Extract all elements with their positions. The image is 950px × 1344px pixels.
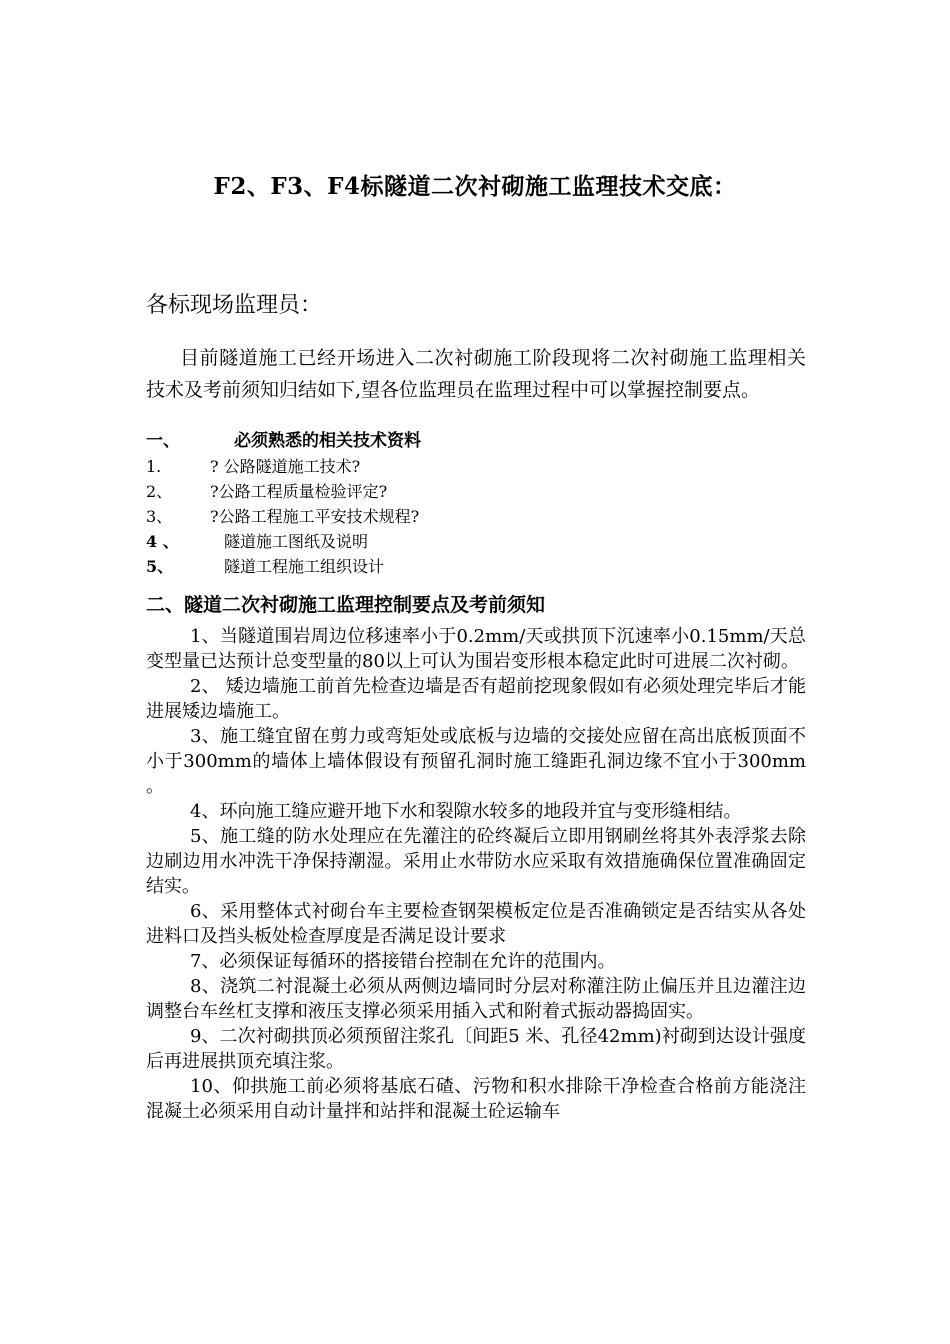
list-item xyxy=(146,529,806,554)
document-title: F2、F3、F4标隧道二次衬砌施工监理技术交底： xyxy=(213,173,737,200)
list-item-number: 4 、 xyxy=(146,532,179,551)
section-1-title: 必须熟悉的相关技术资料 xyxy=(234,431,421,451)
paragraph: 5、施工缝的防水处理应在先灌注的砼终凝后立即用钢刷丝将其外表浮浆去除边刷边用水冲洗干净保持潮湿。采用止水带防水应采取有效措施确保位置准确固定结实。 xyxy=(146,826,806,897)
list-item-number: 5、 xyxy=(146,557,174,576)
intro-text: 目前隧道施工已经开场进入二次衬砌施工阶段现将二次衬砌施工监理相关技术及考前须知归结如下,望各位监理员在监理过程中可以掌握控制要点。 xyxy=(146,347,806,401)
section-1-number: 一、 xyxy=(146,431,180,451)
paragraph: 1、当隧道围岩周边位移速率小于0.2mm/天或拱顶下沉速率小0.15mm/天总变型量已达预计总变型量的80以上可认为围岩变形根本稳定此时可进展二次衬砌。 xyxy=(146,626,806,672)
paragraph: 10、仰拱施工前必须将基底石碴、污物和积水排除干净检查合格前方能浇注混凝土必须采用自动计量拌和站拌和混凝土砼运输车 xyxy=(146,1076,806,1122)
list-item-text: 隧道施工图纸及说明 xyxy=(224,532,369,551)
list-item-text: 隧道工程施工组织设计 xyxy=(224,557,385,576)
list-item-text: ? 公路隧道施工技术? xyxy=(210,457,361,476)
section-2-heading: 二、隧道二次衬砌施工监理控制要点及考前须知 xyxy=(146,594,546,616)
paragraph: 9、二次衬砌拱顶必须预留注浆孔〔间距5 米、孔径42mm)衬砌到达设计强度后再进展拱顶充填注浆。 xyxy=(146,1026,806,1072)
section-1 xyxy=(146,428,806,579)
list-item xyxy=(146,504,806,529)
list-item xyxy=(146,454,806,479)
paragraph: 3、施工缝宜留在剪力或弯矩处或底板与边墙的交接处应留在高出底板顶面不小于300mm的墙体上墙体假设有预留孔洞时施工缝距孔洞边缘不宜小于300mm 。 xyxy=(146,726,806,797)
list-item-number: 2、 xyxy=(146,482,173,501)
list-item xyxy=(146,479,806,504)
section-1-heading xyxy=(146,428,806,454)
list-item-text: ?公路工程施工平安技术规程? xyxy=(210,507,420,526)
list-item-number: 3、 xyxy=(146,507,173,526)
list-item xyxy=(146,554,806,579)
section-2-body xyxy=(146,624,806,1124)
list-item-number: 1. xyxy=(146,457,162,476)
list-item-text: ?公路工程质量检验评定? xyxy=(210,482,388,501)
paragraph: 6、采用整体式衬砌台车主要检查钢架模板定位是否准确锁定是否结实从各处进料口及挡头板处检查厚度是否满足设计要求 xyxy=(146,901,806,947)
salutation: 各标现场监理员： xyxy=(146,293,323,318)
paragraph: 8、浇筑二衬混凝土必须从两侧边墙同时分层对称灌注防止偏压并且边灌注边调整台车丝杠支撑和液压支撑必须采用插入式和附着式振动器捣固实。 xyxy=(146,976,806,1022)
paragraph: 7、必须保证每循环的搭接错台控制在允许的范围内。 xyxy=(190,951,616,972)
paragraph: 2、 矮边墙施工前首先检查边墙是否有超前挖现象假如有必须处理完毕后才能进展矮边墙施工。 xyxy=(146,676,806,722)
intro-paragraph xyxy=(146,342,806,406)
paragraph: 4、环向施工缝应避开地下水和裂隙水较多的地段并宜与变形缝相结。 xyxy=(190,801,742,822)
